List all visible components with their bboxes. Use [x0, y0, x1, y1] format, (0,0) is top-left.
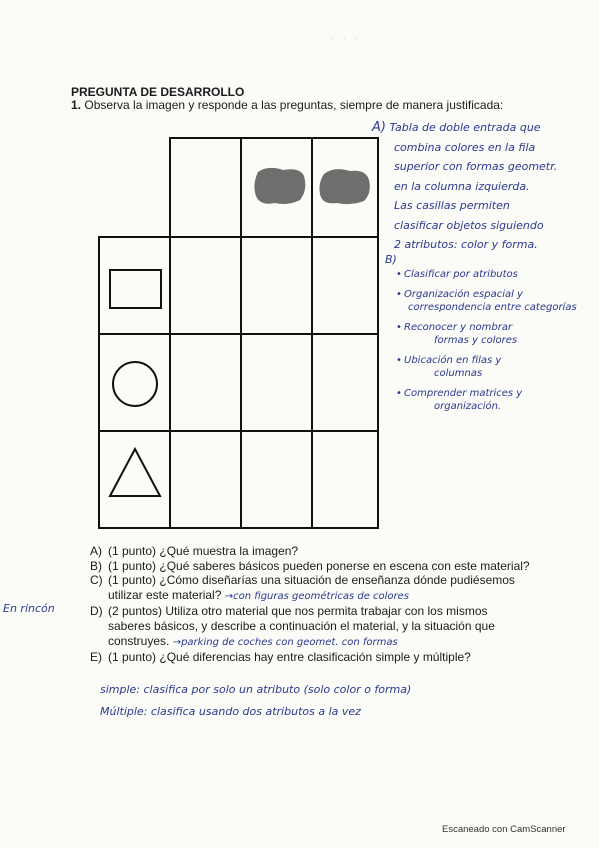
list-item: • Reconocer y nombrar formas y colores — [396, 321, 577, 347]
sub-question: B) (1 punto) ¿Qué saberes básicos pueden ponerse en escena con este material? — [90, 558, 530, 573]
answer-b-marker: B) — [385, 253, 397, 266]
square-icon — [110, 270, 161, 308]
answer-a-line: clasificar objetos siguiendo — [394, 218, 544, 232]
answer-a-line: combina colores en la fila — [394, 140, 536, 154]
color-swatch — [254, 168, 305, 204]
handwritten-answer-e-simple: simple: clasifica por solo un atributo (solo color o forma) — [100, 683, 412, 696]
scanner-watermark: Escaneado con CamScanner — [442, 824, 566, 835]
section-heading: PREGUNTA DE DESARROLLO — [71, 85, 245, 99]
handwritten-answer-e-multiple: Múltiple: clasifica usando dos atributos a la vez — [100, 705, 361, 718]
shape-cell — [99, 334, 170, 431]
sub-question: E) (1 punto) ¿Qué diferencias hay entre clasificación simple y múltiple? — [90, 650, 471, 665]
bleed-through-text: · · · — [330, 30, 360, 47]
sub-question-list — [90, 544, 530, 665]
handwritten-answer-d: →parking de coches con geomet. con formas — [172, 636, 398, 648]
header-cell — [170, 138, 241, 237]
answer-a-line: Tabla de doble entrada que — [389, 121, 541, 134]
answer-a-line: superior con formas geometr. — [394, 160, 558, 173]
question-text: Observa la imagen y responde a las preguntas, siempre de manera justificada: — [84, 98, 504, 112]
list-item: • Organización espacial y correspondencia entre categorías — [396, 288, 577, 314]
handwritten-answer-b — [396, 268, 577, 420]
grid-body — [170, 237, 378, 528]
triangle-icon — [110, 449, 160, 496]
question-number: 1. — [71, 98, 82, 112]
sub-question: C) (1 punto) ¿Cómo diseñarías una situación de enseñanza dónde pudiésemos utilizar este material? →con figuras geométricas de colores — [90, 573, 515, 602]
list-item: • Ubicación en filas y columnas — [396, 354, 577, 380]
answer-a-line: Las casillas permiten — [394, 199, 510, 212]
answer-a-line: en la columna izquierda. — [394, 179, 530, 193]
color-swatch — [320, 169, 370, 204]
handwritten-answer-c: →con figuras geométricas de colores — [224, 590, 410, 602]
sub-question: A) (1 punto) ¿Qué muestra la imagen? — [90, 544, 299, 558]
answer-a-marker: A) — [372, 120, 386, 135]
sub-question: D) (2 puntos) Utiliza otro material que nos permita trabajar con los mismos saberes básicos, y describe a continuación el material, y la situación que construyes. →parking de coches con geomet. con formas — [90, 604, 495, 648]
handwritten-answer-a — [372, 118, 557, 255]
list-item: • Clasificar por atributos — [396, 268, 577, 281]
shape-cell — [99, 431, 170, 528]
margin-note: En rincón — [3, 602, 55, 615]
list-item: • Comprender matrices y organización. — [396, 387, 577, 413]
answer-a-line: 2 atributos: color y forma. — [394, 238, 538, 251]
circle-icon — [113, 362, 157, 406]
